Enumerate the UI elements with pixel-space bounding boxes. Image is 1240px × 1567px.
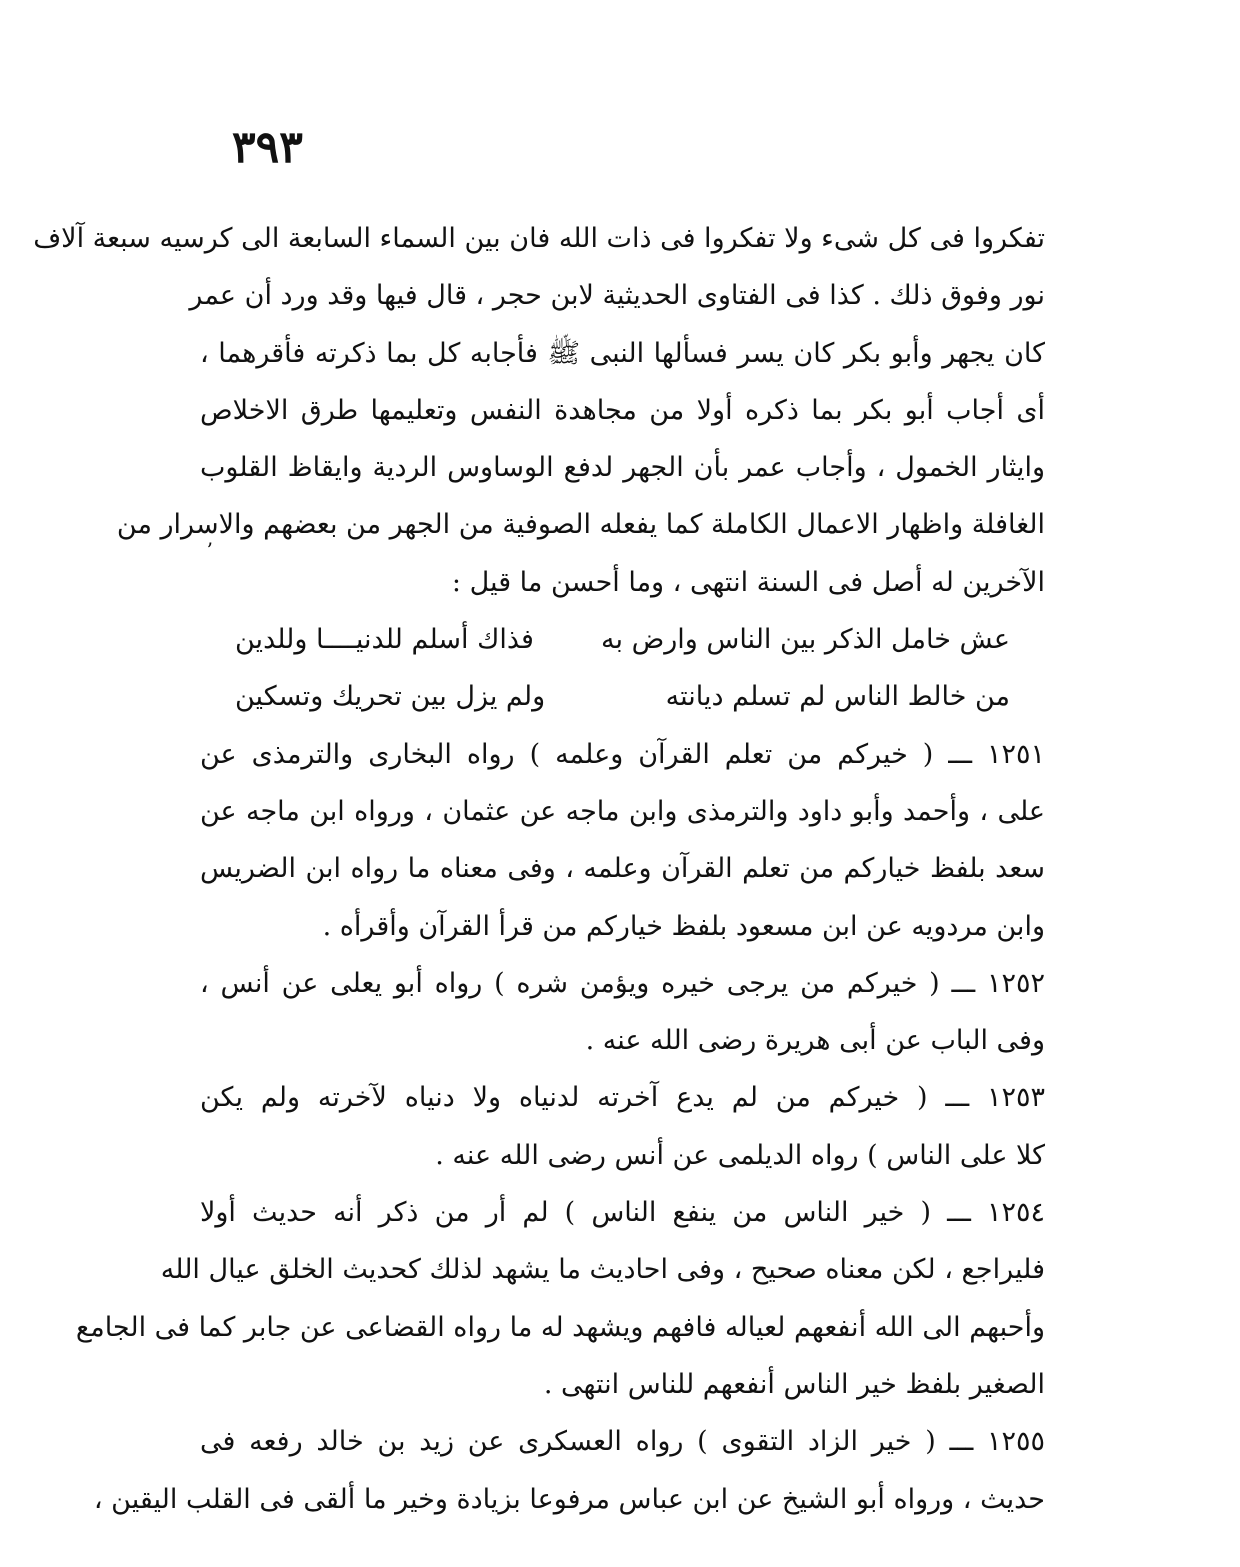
poem (200, 611, 1045, 726)
text-line: ١٢٥٢ ـــ ( خيركم من يرجى خيره ويؤمن شره ) رواه أبو يعلى عن أنس ، (200, 967, 1045, 999)
text-line: كان يجهر وأبو بكر كان يسر فسألها النبى ﷺ فأجابه كل بما ذكرته فأقرهما ، (200, 337, 1045, 369)
text-line: وأحبهم الى الله أنفعهم لعياله فافهم ويشهد له ما رواه القضاعى عن جابر كما فى الجامع (75, 1311, 1045, 1343)
text-line: نور وفوق ذلك . كذا فى الفتاوى الحديثية لابن حجر ، قال فيها وقد ورد أن عمر (189, 280, 1045, 312)
text-line: ١٢٥١ ـــ ( خيركم من تعلم القرآن وعلمه ) رواه البخارى والترمذى عن (200, 738, 1045, 770)
poem-verse (200, 611, 1045, 668)
verse-second-hemistich: ولم يزل بين تحريك وتسكين (235, 681, 546, 713)
text-line: وابن مردويه عن ابن مسعود بلفظ خياركم من قرأ القرآن وأقرأه . (322, 910, 1045, 942)
hadith-entries (75, 726, 1045, 1528)
text-line: حديث ، ورواه أبو الشيخ عن ابن عباس مرفوعا بزيادة وخير ما ألقى فى القلب اليقين ، (93, 1483, 1045, 1515)
poem-verse (200, 668, 1045, 725)
margin-mark: ʼ (206, 538, 213, 562)
text-line: سعد بلفظ خياركم من تعلم القرآن وعلمه ، وفى معناه ما رواه ابن الضريس (200, 853, 1045, 885)
intro-paragraph (33, 210, 1045, 611)
text-line: الصغير بلفظ خير الناس أنفعهم للناس انتهى . (543, 1368, 1045, 1400)
verse-first-hemistich: عش خامل الذكر بين الناس وارض به (601, 624, 1010, 656)
verse-first-hemistich: من خالط الناس لم تسلم ديانته (665, 681, 1010, 713)
verse-second-hemistich: فذاك أسلم للدنيــــا وللدين (235, 624, 534, 656)
text-line: ١٢٥٤ ـــ ( خير الناس من ينفع الناس ) لم أر من ذكر أنه حديث أولا (200, 1197, 1045, 1229)
text-line: الغافلة واظهار الاعمال الكاملة كما يفعله الصوفية من الجهر من بعضهم والاسرار من (116, 509, 1045, 541)
text-line: كلا على الناس ) رواه الديلمى عن أنس رضى الله عنه . (435, 1139, 1045, 1171)
text-line: على ، وأحمد وأبو داود والترمذى وابن ماجه عن عثمان ، ورواه ابن ماجه عن (200, 795, 1045, 827)
text-line: تفكروا فى كل شىء ولا تفكروا فى ذات الله فان بين السماء السابعة الى كرسيه سبعة آلاف (33, 223, 1045, 254)
body-text (33, 210, 1045, 1528)
text-line: ١٢٥٥ ـــ ( خير الزاد التقوى ) رواه العسكرى عن زيد بن خالد رفعه فى (200, 1426, 1045, 1458)
page-number: ٣٩٣ (232, 122, 303, 173)
text-line: أى أجاب أبو بكر بما ذكره أولا من مجاهدة النفس وتعليمها طرق الاخلاص (200, 394, 1045, 426)
text-line: فليراجع ، لكن معناه صحيح ، وفى احاديث ما يشهد لذلك كحديث الخلق عيال الله (160, 1254, 1045, 1286)
text-line: ١٢٥٣ ـــ ( خيركم من لم يدع آخرته لدنياه ولا دنياه لآخرته ولم يكن (200, 1082, 1045, 1114)
text-line: وايثار الخمول ، وأجاب عمر بأن الجهر لدفع الوساوس الردية وايقاظ القلوب (200, 452, 1045, 484)
text-line: وفى الباب عن أبى هريرة رضى الله عنه . (585, 1025, 1045, 1057)
text-line: الآخرين له أصل فى السنة انتهى ، وما أحسن ما قيل : (451, 566, 1045, 598)
